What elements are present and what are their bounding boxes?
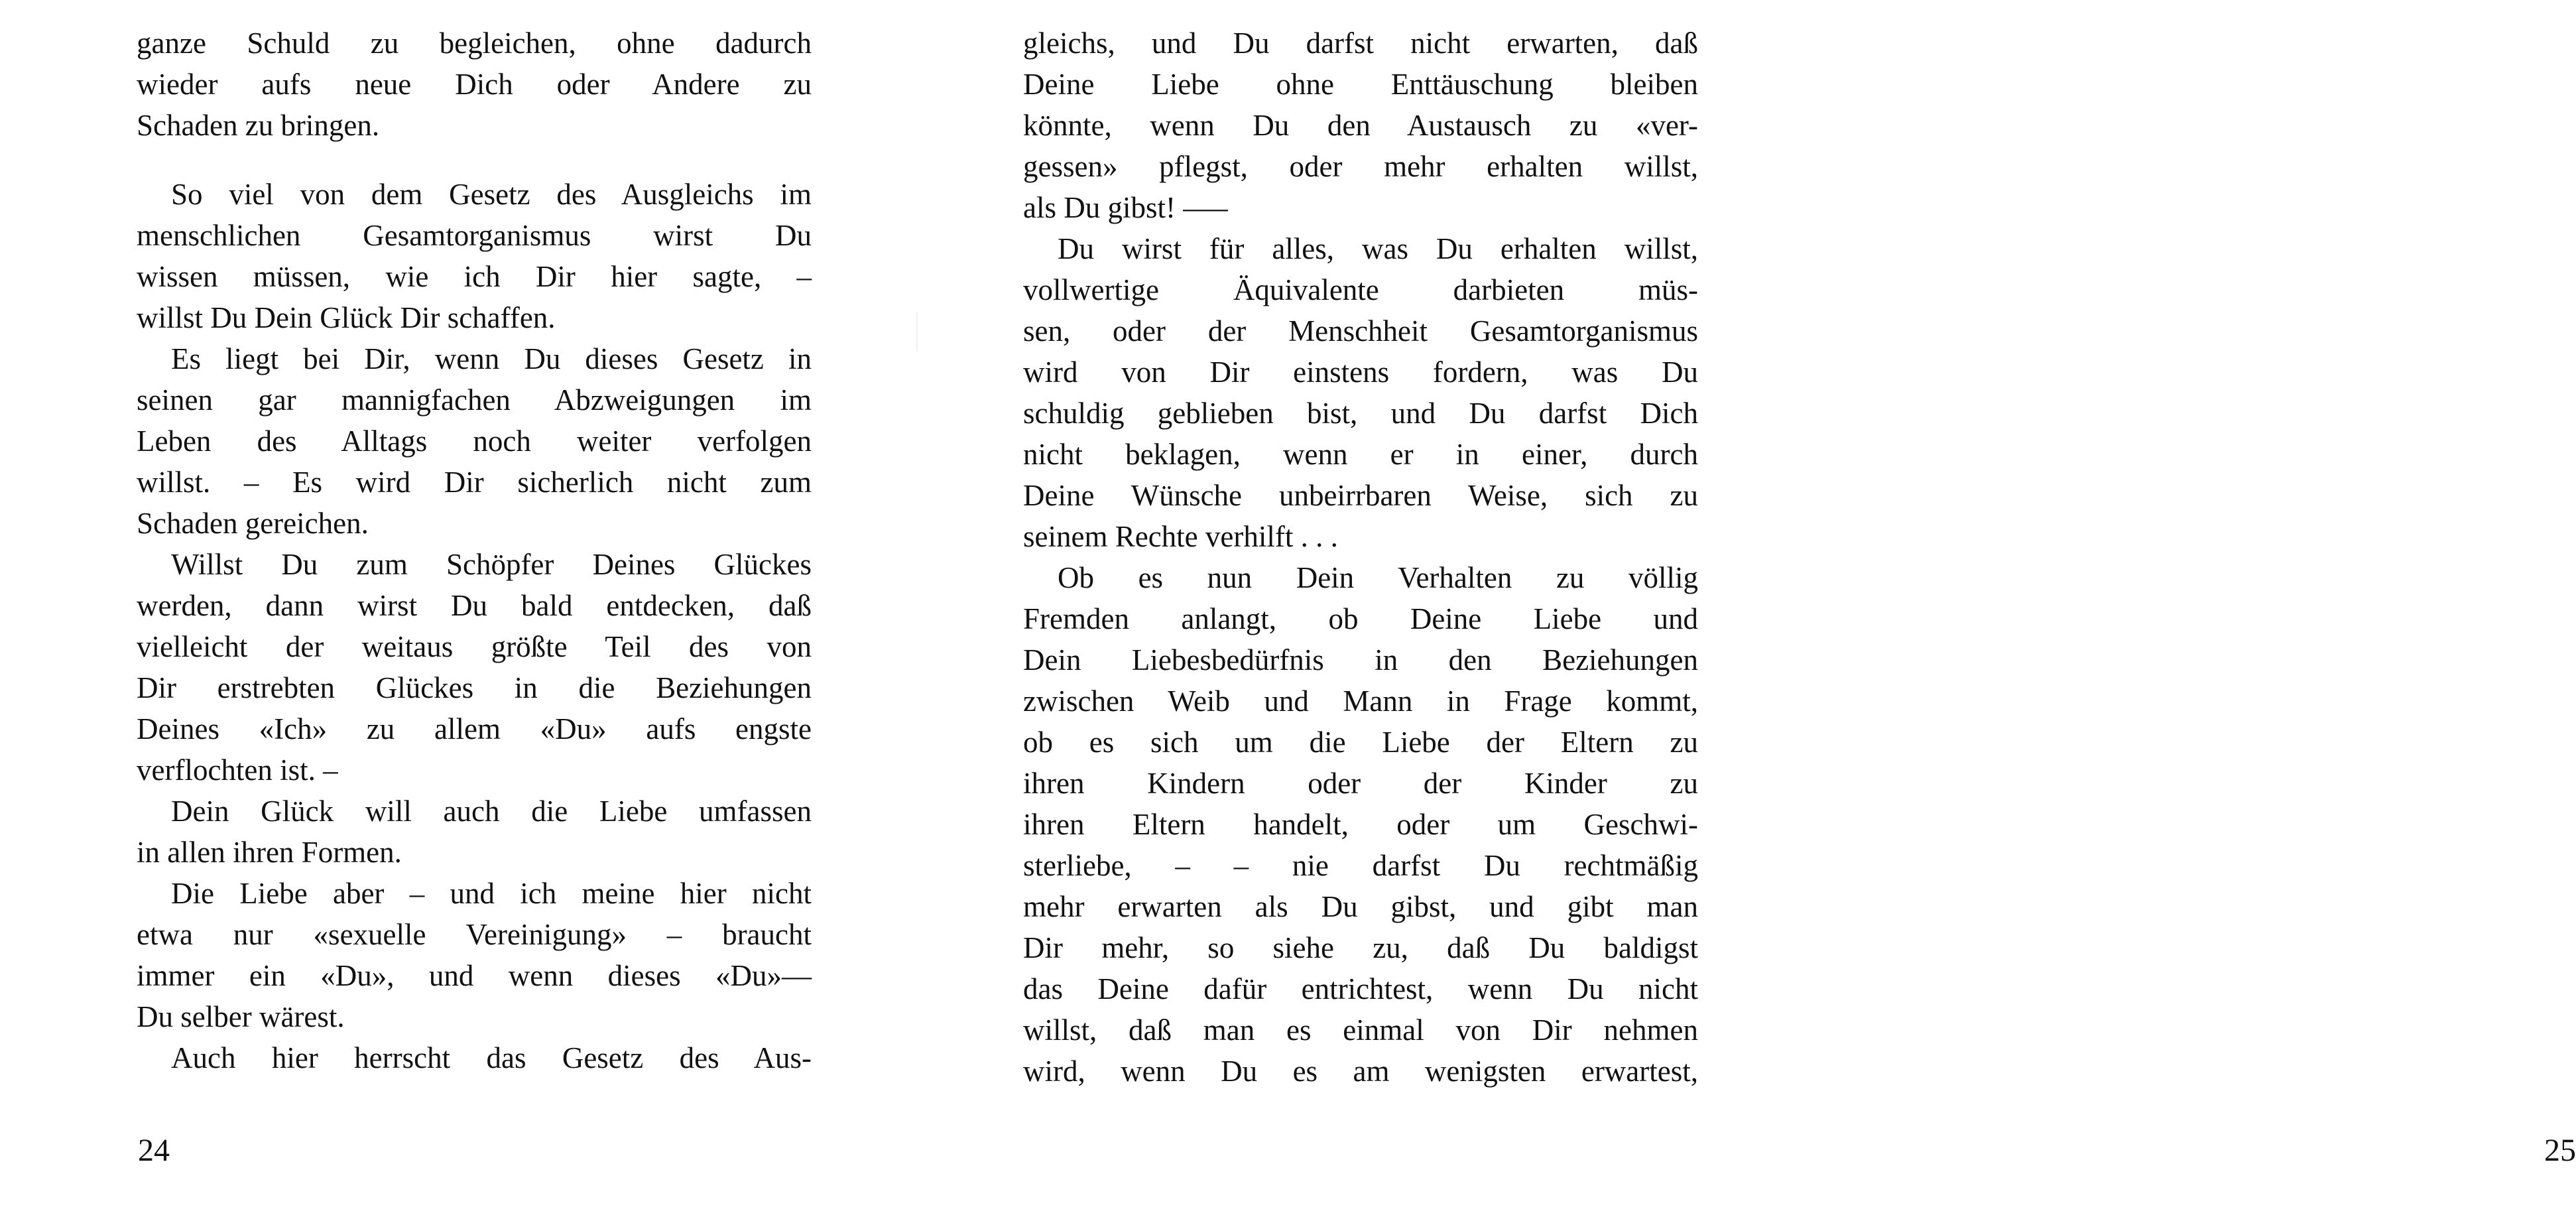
text-line: sen, oder der Menschheit Gesamtorganismus bbox=[1023, 314, 1698, 348]
right-page bbox=[875, 0, 2576, 1227]
text-line: Deine Liebe ohne Enttäuschung bleiben bbox=[1023, 68, 1698, 101]
right-page-number: 25 bbox=[2544, 1133, 2576, 1168]
text-line: Schaden zu bringen. bbox=[137, 109, 380, 142]
text-line: Schaden gereichen. bbox=[137, 507, 369, 540]
text-line: ihren Kindern oder der Kinder zu bbox=[1023, 767, 1698, 800]
text-line: Willst Du zum Schöpfer Deines Glückes bbox=[171, 548, 812, 581]
text-line: Es liegt bei Dir, wenn Du dieses Gesetz in bbox=[171, 342, 812, 375]
text-line: werden, dann wirst Du bald entdecken, daß bbox=[137, 589, 812, 622]
text-line: Deine Wünsche unbeirrbaren Weise, sich zu bbox=[1023, 479, 1698, 512]
left-page bbox=[0, 0, 875, 1227]
text-line: Dir erstrebten Glückes in die Beziehungen bbox=[137, 671, 812, 704]
text-line: könnte, wenn Du den Austausch zu «ver- bbox=[1023, 109, 1698, 142]
text-line: vollwertige Äquivalente darbieten müs- bbox=[1023, 273, 1698, 306]
text-line: Leben des Alltags noch weiter verfolgen bbox=[137, 424, 812, 458]
text-line: als Du gibst! ––– bbox=[1023, 191, 1228, 224]
text-line: seinen gar mannigfachen Abzweigungen im bbox=[137, 383, 812, 417]
text-line: willst. – Es wird Dir sicherlich nicht zum bbox=[137, 466, 812, 499]
text-line: verflochten ist. – bbox=[137, 753, 338, 787]
text-line: seinem Rechte verhilft . . . bbox=[1023, 520, 1338, 553]
text-line: Auch hier herrscht das Gesetz des Aus- bbox=[171, 1041, 812, 1074]
text-line: So viel von dem Gesetz des Ausgleichs im bbox=[171, 178, 812, 211]
paragraph-gap bbox=[137, 146, 812, 174]
text-line: Deines «Ich» zu allem «Du» aufs engste bbox=[137, 712, 812, 745]
text-line: Du wirst für alles, was Du erhalten willst, bbox=[1058, 232, 1698, 265]
text-line: sterliebe, – – nie darfst Du rechtmäßig bbox=[1023, 849, 1698, 882]
text-line: mehr erwarten als Du gibst, und gibt man bbox=[1023, 890, 1698, 923]
text-line: zwischen Weib und Mann in Frage kommt, bbox=[1023, 684, 1698, 718]
left-page-number: 24 bbox=[138, 1133, 170, 1168]
text-line: Fremden anlangt, ob Deine Liebe und bbox=[1023, 602, 1698, 635]
text-line: gessen» pflegst, oder mehr erhalten willst, bbox=[1023, 150, 1698, 183]
text-line: Die Liebe aber – und ich meine hier nicht bbox=[171, 877, 812, 910]
text-line: gleichs, und Du darfst nicht erwarten, daß bbox=[1023, 27, 1698, 60]
text-line: wieder aufs neue Dich oder Andere zu bbox=[137, 68, 812, 101]
text-line: in allen ihren Formen. bbox=[137, 836, 402, 869]
text-line: wissen müssen, wie ich Dir hier sagte, – bbox=[137, 260, 812, 293]
text-line: ob es sich um die Liebe der Eltern zu bbox=[1023, 726, 1698, 759]
left-page-text bbox=[137, 23, 812, 1078]
text-line: willst Du Dein Glück Dir schaffen. bbox=[137, 301, 556, 334]
text-line: das Deine dafür entrichtest, wenn Du nicht bbox=[1023, 972, 1698, 1005]
text-line: schuldig geblieben bist, und Du darfst Dich bbox=[1023, 397, 1698, 430]
text-line: nicht beklagen, wenn er in einer, durch bbox=[1023, 438, 1698, 471]
text-line: Dein Liebesbedürfnis in den Beziehungen bbox=[1023, 643, 1698, 677]
text-line: willst, daß man es einmal von Dir nehmen bbox=[1023, 1013, 1698, 1047]
text-line: Dir mehr, so siehe zu, daß Du baldigst bbox=[1023, 931, 1698, 964]
text-line: wird, wenn Du es am wenigsten erwartest, bbox=[1023, 1055, 1698, 1088]
text-line: ganze Schuld zu begleichen, ohne dadurch bbox=[137, 27, 812, 60]
text-line: wird von Dir einstens fordern, was Du bbox=[1023, 355, 1698, 389]
text-line: menschlichen Gesamtorganismus wirst Du bbox=[137, 219, 812, 252]
right-page-text bbox=[1023, 23, 1698, 1092]
text-line: etwa nur «sexuelle Vereinigung» – braucht bbox=[137, 918, 812, 951]
text-line: ihren Eltern handelt, oder um Geschwi- bbox=[1023, 808, 1698, 841]
text-line: Ob es nun Dein Verhalten zu völlig bbox=[1058, 561, 1698, 594]
text-line: immer ein «Du», und wenn dieses «Du»–– bbox=[137, 959, 812, 992]
text-line: Dein Glück will auch die Liebe umfassen bbox=[171, 795, 812, 828]
text-line: vielleicht der weitaus größte Teil des von bbox=[137, 630, 812, 663]
text-line: Du selber wärest. bbox=[137, 1000, 345, 1033]
